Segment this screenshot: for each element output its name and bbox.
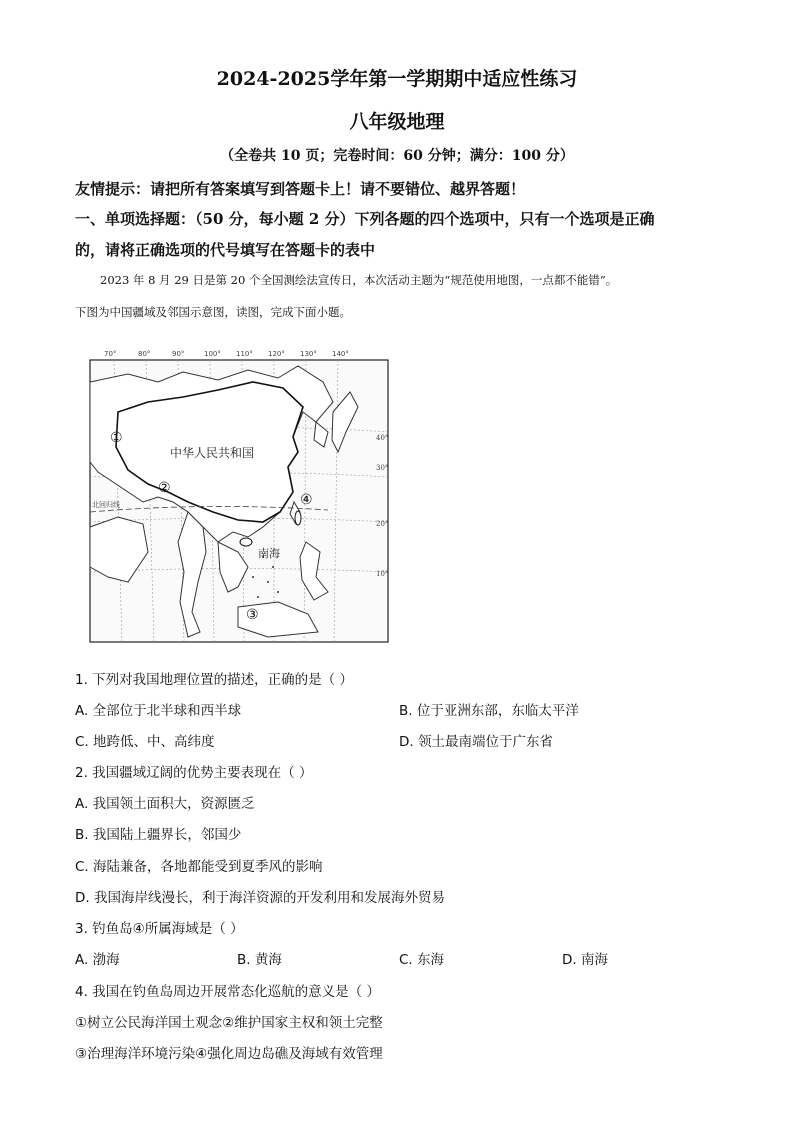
lon-label-0: 70° bbox=[104, 350, 117, 358]
friendly-tip: 友情提示：请把所有答案填写到答题卡上！请不要错位、越界答题！ bbox=[75, 180, 526, 198]
question-1-option-b[interactable]: B. 位于亚洲东部，东临太平洋 bbox=[399, 703, 579, 719]
question-3-option-d[interactable]: D. 南海 bbox=[562, 952, 608, 968]
marker-2: ② bbox=[158, 480, 171, 496]
question-1-option-a[interactable]: A. 全部位于北半球和西半球 bbox=[75, 703, 242, 719]
country-label: 中华人民共和国 bbox=[170, 446, 255, 460]
marker-4: ④ bbox=[300, 492, 313, 508]
sea-label: 南海 bbox=[258, 547, 280, 560]
question-2-stem: 2. 我国疆域辽阔的优势主要表现在（ ） bbox=[75, 765, 313, 781]
lon-label-7: 140° bbox=[332, 350, 349, 358]
intro-line1: 2023 年 8 月 29 日是第 20 个全国测绘法宣传日，本次活动主题为“规范使用地图，一点都不能错”。 bbox=[100, 273, 618, 287]
question-4-statement-line1: ①树立公民海洋国土观念②维护国家主权和领土完整 bbox=[75, 1015, 383, 1031]
question-2-option-c[interactable]: C. 海陆兼备，各地都能受到夏季风的影响 bbox=[75, 859, 323, 875]
lat-label-40: 40° bbox=[376, 434, 389, 442]
exam-info: （全卷共 10 页；完卷时间：60 分钟；满分：100 分） bbox=[220, 148, 574, 164]
exam-subject: 八年级地理 bbox=[349, 111, 445, 133]
section-heading-line2: 的，请将正确选项的代号填写在答题卡的表中 bbox=[75, 241, 376, 259]
question-2-option-a[interactable]: A. 我国领土面积大，资源匮乏 bbox=[75, 796, 255, 812]
lon-label-3: 100° bbox=[204, 350, 221, 358]
question-2-option-d[interactable]: D. 我国海岸线漫长，利于海洋资源的开发利用和发展海外贸易 bbox=[75, 890, 445, 906]
section-heading-line1: 一、单项选择题：（50 分，每小题 2 分）下列各题的四个选项中，只有一个选项是正确 bbox=[75, 210, 655, 228]
intro-line2: 下图为中国疆域及邻国示意图，读图，完成下面小题。 bbox=[75, 305, 351, 319]
lon-label-5: 120° bbox=[268, 350, 285, 358]
question-1-stem: 1. 下列对我国地理位置的描述，正确的是（ ） bbox=[75, 672, 353, 688]
question-3-option-b[interactable]: B. 黄海 bbox=[237, 952, 282, 968]
tropic-label: 北回归线 bbox=[92, 501, 120, 509]
lon-label-1: 80° bbox=[138, 350, 151, 358]
lon-label-4: 110° bbox=[236, 350, 253, 358]
question-3-option-c[interactable]: C. 东海 bbox=[399, 952, 445, 968]
question-3-stem: 3. 钓鱼岛④所属海域是（ ） bbox=[75, 921, 244, 937]
lat-label-30: 30° bbox=[376, 464, 389, 472]
lon-label-2: 90° bbox=[172, 350, 185, 358]
exam-title: 2024-2025学年第一学期期中适应性练习 bbox=[216, 68, 578, 90]
question-1-option-c[interactable]: C. 地跨低、中、高纬度 bbox=[75, 734, 215, 750]
china-territory-map bbox=[88, 352, 390, 644]
question-3-option-a[interactable]: A. 渤海 bbox=[75, 952, 120, 968]
question-4-statement-line2: ③治理海洋环境污染④强化周边岛礁及海域有效管理 bbox=[75, 1046, 383, 1062]
lat-label-10: 10° bbox=[376, 570, 389, 578]
question-4-stem: 4. 我国在钓鱼岛周边开展常态化巡航的意义是（ ） bbox=[75, 984, 380, 1000]
marker-3: ③ bbox=[246, 607, 259, 623]
question-2-option-b[interactable]: B. 我国陆上疆界长，邻国少 bbox=[75, 827, 242, 843]
lon-label-6: 130° bbox=[300, 350, 317, 358]
lat-label-20: 20° bbox=[376, 520, 389, 528]
marker-1: ① bbox=[110, 430, 123, 446]
question-1-option-d[interactable]: D. 领土最南端位于广东省 bbox=[399, 734, 553, 750]
